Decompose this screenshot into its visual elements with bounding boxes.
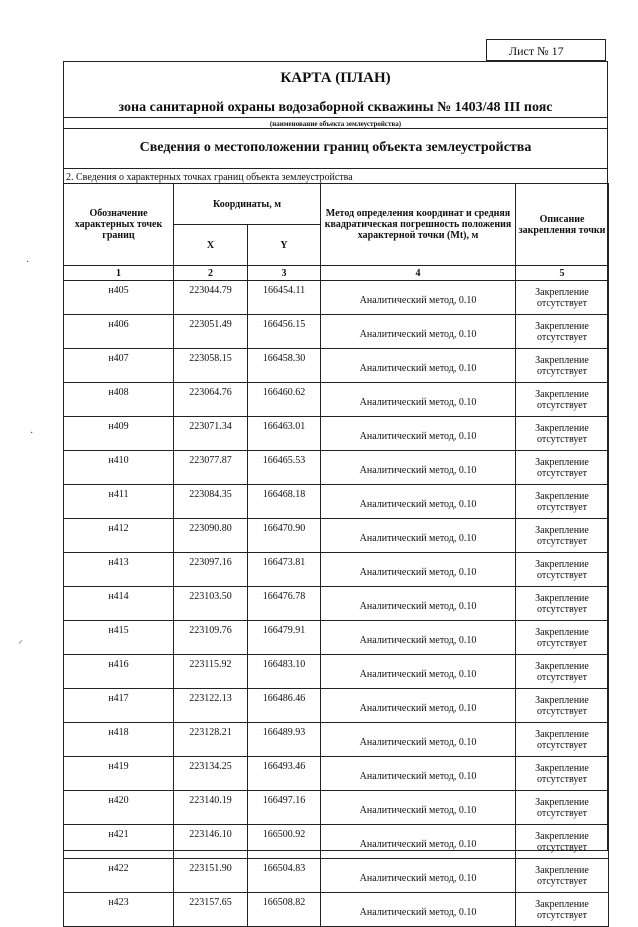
section-subtitle: 2. Сведения о характерных точках границ объекта землеустройства (66, 172, 353, 183)
method-cell: Аналитический метод, 0.10 (321, 825, 516, 859)
table-row (64, 451, 609, 485)
y-cell: 166479.91 (248, 621, 321, 655)
column-number: 5 (516, 266, 609, 281)
method-cell: Аналитический метод, 0.10 (321, 281, 516, 315)
table-row (64, 791, 609, 825)
table-row (64, 893, 609, 927)
y-cell: 166463.01 (248, 417, 321, 451)
document-title: КАРТА (ПЛАН) (280, 70, 391, 86)
table-row (64, 349, 609, 383)
point-cell: н415 (64, 621, 174, 655)
method-cell: Аналитический метод, 0.10 (321, 689, 516, 723)
description-cell: Закрепление отсутствует (516, 281, 609, 315)
method-cell: Аналитический метод, 0.10 (321, 791, 516, 825)
description-cell: Закрепление отсутствует (516, 519, 609, 553)
divider (64, 128, 607, 129)
column-number: 4 (321, 266, 516, 281)
y-cell: 166500.92 (248, 825, 321, 859)
y-cell: 166489.93 (248, 723, 321, 757)
description-cell: Закрепление отсутствует (516, 383, 609, 417)
description-cell: Закрепление отсутствует (516, 723, 609, 757)
x-cell: 223090.80 (174, 519, 248, 553)
method-cell: Аналитический метод, 0.10 (321, 417, 516, 451)
x-cell: 223146.10 (174, 825, 248, 859)
table-row (64, 689, 609, 723)
method-cell: Аналитический метод, 0.10 (321, 553, 516, 587)
point-cell: н407 (64, 349, 174, 383)
header-x: X (174, 225, 248, 266)
description-cell: Закрепление отсутствует (516, 621, 609, 655)
point-cell: н423 (64, 893, 174, 927)
y-cell: 166456.15 (248, 315, 321, 349)
method-cell: Аналитический метод, 0.10 (321, 587, 516, 621)
method-cell: Аналитический метод, 0.10 (321, 893, 516, 927)
description-cell: Закрепление отсутствует (516, 587, 609, 621)
table-row (64, 621, 609, 655)
sheet-number-label: Лист № 17 (486, 39, 606, 61)
column-number: 2 (174, 266, 248, 281)
point-cell: н418 (64, 723, 174, 757)
table-row (64, 723, 609, 757)
table-row (64, 757, 609, 791)
document-frame (63, 61, 608, 921)
scan-dot: · (30, 428, 34, 439)
section-heading: Сведения о местоположении границ объекта землеустройства (139, 140, 532, 155)
table-row (64, 383, 609, 417)
y-cell: 166465.53 (248, 451, 321, 485)
column-number-row (64, 266, 609, 281)
table-row (64, 825, 609, 859)
method-cell: Аналитический метод, 0.10 (321, 519, 516, 553)
y-cell: 166468.18 (248, 485, 321, 519)
x-cell: 223151.90 (174, 859, 248, 893)
x-cell: 223071.34 (174, 417, 248, 451)
description-cell: Закрепление отсутствует (516, 689, 609, 723)
point-cell: н409 (64, 417, 174, 451)
x-cell: 223097.16 (174, 553, 248, 587)
y-cell: 166508.82 (248, 893, 321, 927)
point-cell: н405 (64, 281, 174, 315)
point-cell: н420 (64, 791, 174, 825)
method-cell: Аналитический метод, 0.10 (321, 757, 516, 791)
table-row (64, 417, 609, 451)
method-cell: Аналитический метод, 0.10 (321, 621, 516, 655)
x-cell: 223115.92 (174, 655, 248, 689)
description-cell: Закрепление отсутствует (516, 315, 609, 349)
y-cell: 166473.81 (248, 553, 321, 587)
method-cell: Аналитический метод, 0.10 (321, 383, 516, 417)
y-cell: 166460.62 (248, 383, 321, 417)
header-method: Метод определения координат и средняя квадратическая погрешность положения характерной точки (Mt), м (321, 184, 516, 266)
table-row (64, 859, 609, 893)
point-cell: н422 (64, 859, 174, 893)
x-cell: 223140.19 (174, 791, 248, 825)
x-cell: 223157.65 (174, 893, 248, 927)
point-cell: н411 (64, 485, 174, 519)
object-name-caption: (наименование объекта землеустройства) (269, 120, 402, 128)
table-row (64, 553, 609, 587)
x-cell: 223103.50 (174, 587, 248, 621)
y-cell: 166486.46 (248, 689, 321, 723)
x-cell: 223134.25 (174, 757, 248, 791)
point-cell: н414 (64, 587, 174, 621)
divider (64, 168, 607, 169)
header-y: Y (248, 225, 321, 266)
description-cell: Закрепление отсутствует (516, 655, 609, 689)
points-table (63, 183, 609, 927)
description-cell: Закрепление отсутствует (516, 553, 609, 587)
description-cell: Закрепление отсутствует (516, 349, 609, 383)
method-cell: Аналитический метод, 0.10 (321, 451, 516, 485)
point-cell: н421 (64, 825, 174, 859)
object-name-underline (64, 117, 607, 118)
point-cell: н419 (64, 757, 174, 791)
y-cell: 166470.90 (248, 519, 321, 553)
x-cell: 223064.76 (174, 383, 248, 417)
y-cell: 166493.46 (248, 757, 321, 791)
description-cell: Закрепление отсутствует (516, 859, 609, 893)
description-cell: Закрепление отсутствует (516, 757, 609, 791)
point-cell: н412 (64, 519, 174, 553)
y-cell: 166483.10 (248, 655, 321, 689)
column-number: 3 (248, 266, 321, 281)
x-cell: 223058.15 (174, 349, 248, 383)
scan-mark: ⸝ (18, 635, 23, 646)
x-cell: 223044.79 (174, 281, 248, 315)
y-cell: 166476.78 (248, 587, 321, 621)
point-cell: н408 (64, 383, 174, 417)
point-cell: н416 (64, 655, 174, 689)
method-cell: Аналитический метод, 0.10 (321, 315, 516, 349)
method-cell: Аналитический метод, 0.10 (321, 859, 516, 893)
method-cell: Аналитический метод, 0.10 (321, 723, 516, 757)
y-cell: 166454.11 (248, 281, 321, 315)
scan-dot: · (26, 257, 30, 268)
header-point: Обозначение характерных точек границ (64, 184, 174, 266)
table-row (64, 281, 609, 315)
y-cell: 166497.16 (248, 791, 321, 825)
point-cell: н417 (64, 689, 174, 723)
table-row (64, 485, 609, 519)
y-cell: 166504.83 (248, 859, 321, 893)
description-cell: Закрепление отсутствует (516, 893, 609, 927)
description-cell: Закрепление отсутствует (516, 825, 609, 859)
x-cell: 223128.21 (174, 723, 248, 757)
header-description: Описание закрепления точки (516, 184, 609, 266)
description-cell: Закрепление отсутствует (516, 417, 609, 451)
x-cell: 223077.87 (174, 451, 248, 485)
point-cell: н413 (64, 553, 174, 587)
y-cell: 166458.30 (248, 349, 321, 383)
table-row (64, 519, 609, 553)
x-cell: 223084.35 (174, 485, 248, 519)
x-cell: 223051.49 (174, 315, 248, 349)
table-row (64, 655, 609, 689)
method-cell: Аналитический метод, 0.10 (321, 655, 516, 689)
header-coords: Координаты, м (174, 184, 321, 225)
description-cell: Закрепление отсутствует (516, 451, 609, 485)
description-cell: Закрепление отсутствует (516, 485, 609, 519)
x-cell: 223122.13 (174, 689, 248, 723)
method-cell: Аналитический метод, 0.10 (321, 349, 516, 383)
table-row (64, 587, 609, 621)
point-cell: н406 (64, 315, 174, 349)
method-cell: Аналитический метод, 0.10 (321, 485, 516, 519)
object-name: зона санитарной охраны водозаборной скважины № 1403/48 III пояс (118, 100, 553, 115)
column-number: 1 (64, 266, 174, 281)
table-row (64, 315, 609, 349)
description-cell: Закрепление отсутствует (516, 791, 609, 825)
x-cell: 223109.76 (174, 621, 248, 655)
point-cell: н410 (64, 451, 174, 485)
